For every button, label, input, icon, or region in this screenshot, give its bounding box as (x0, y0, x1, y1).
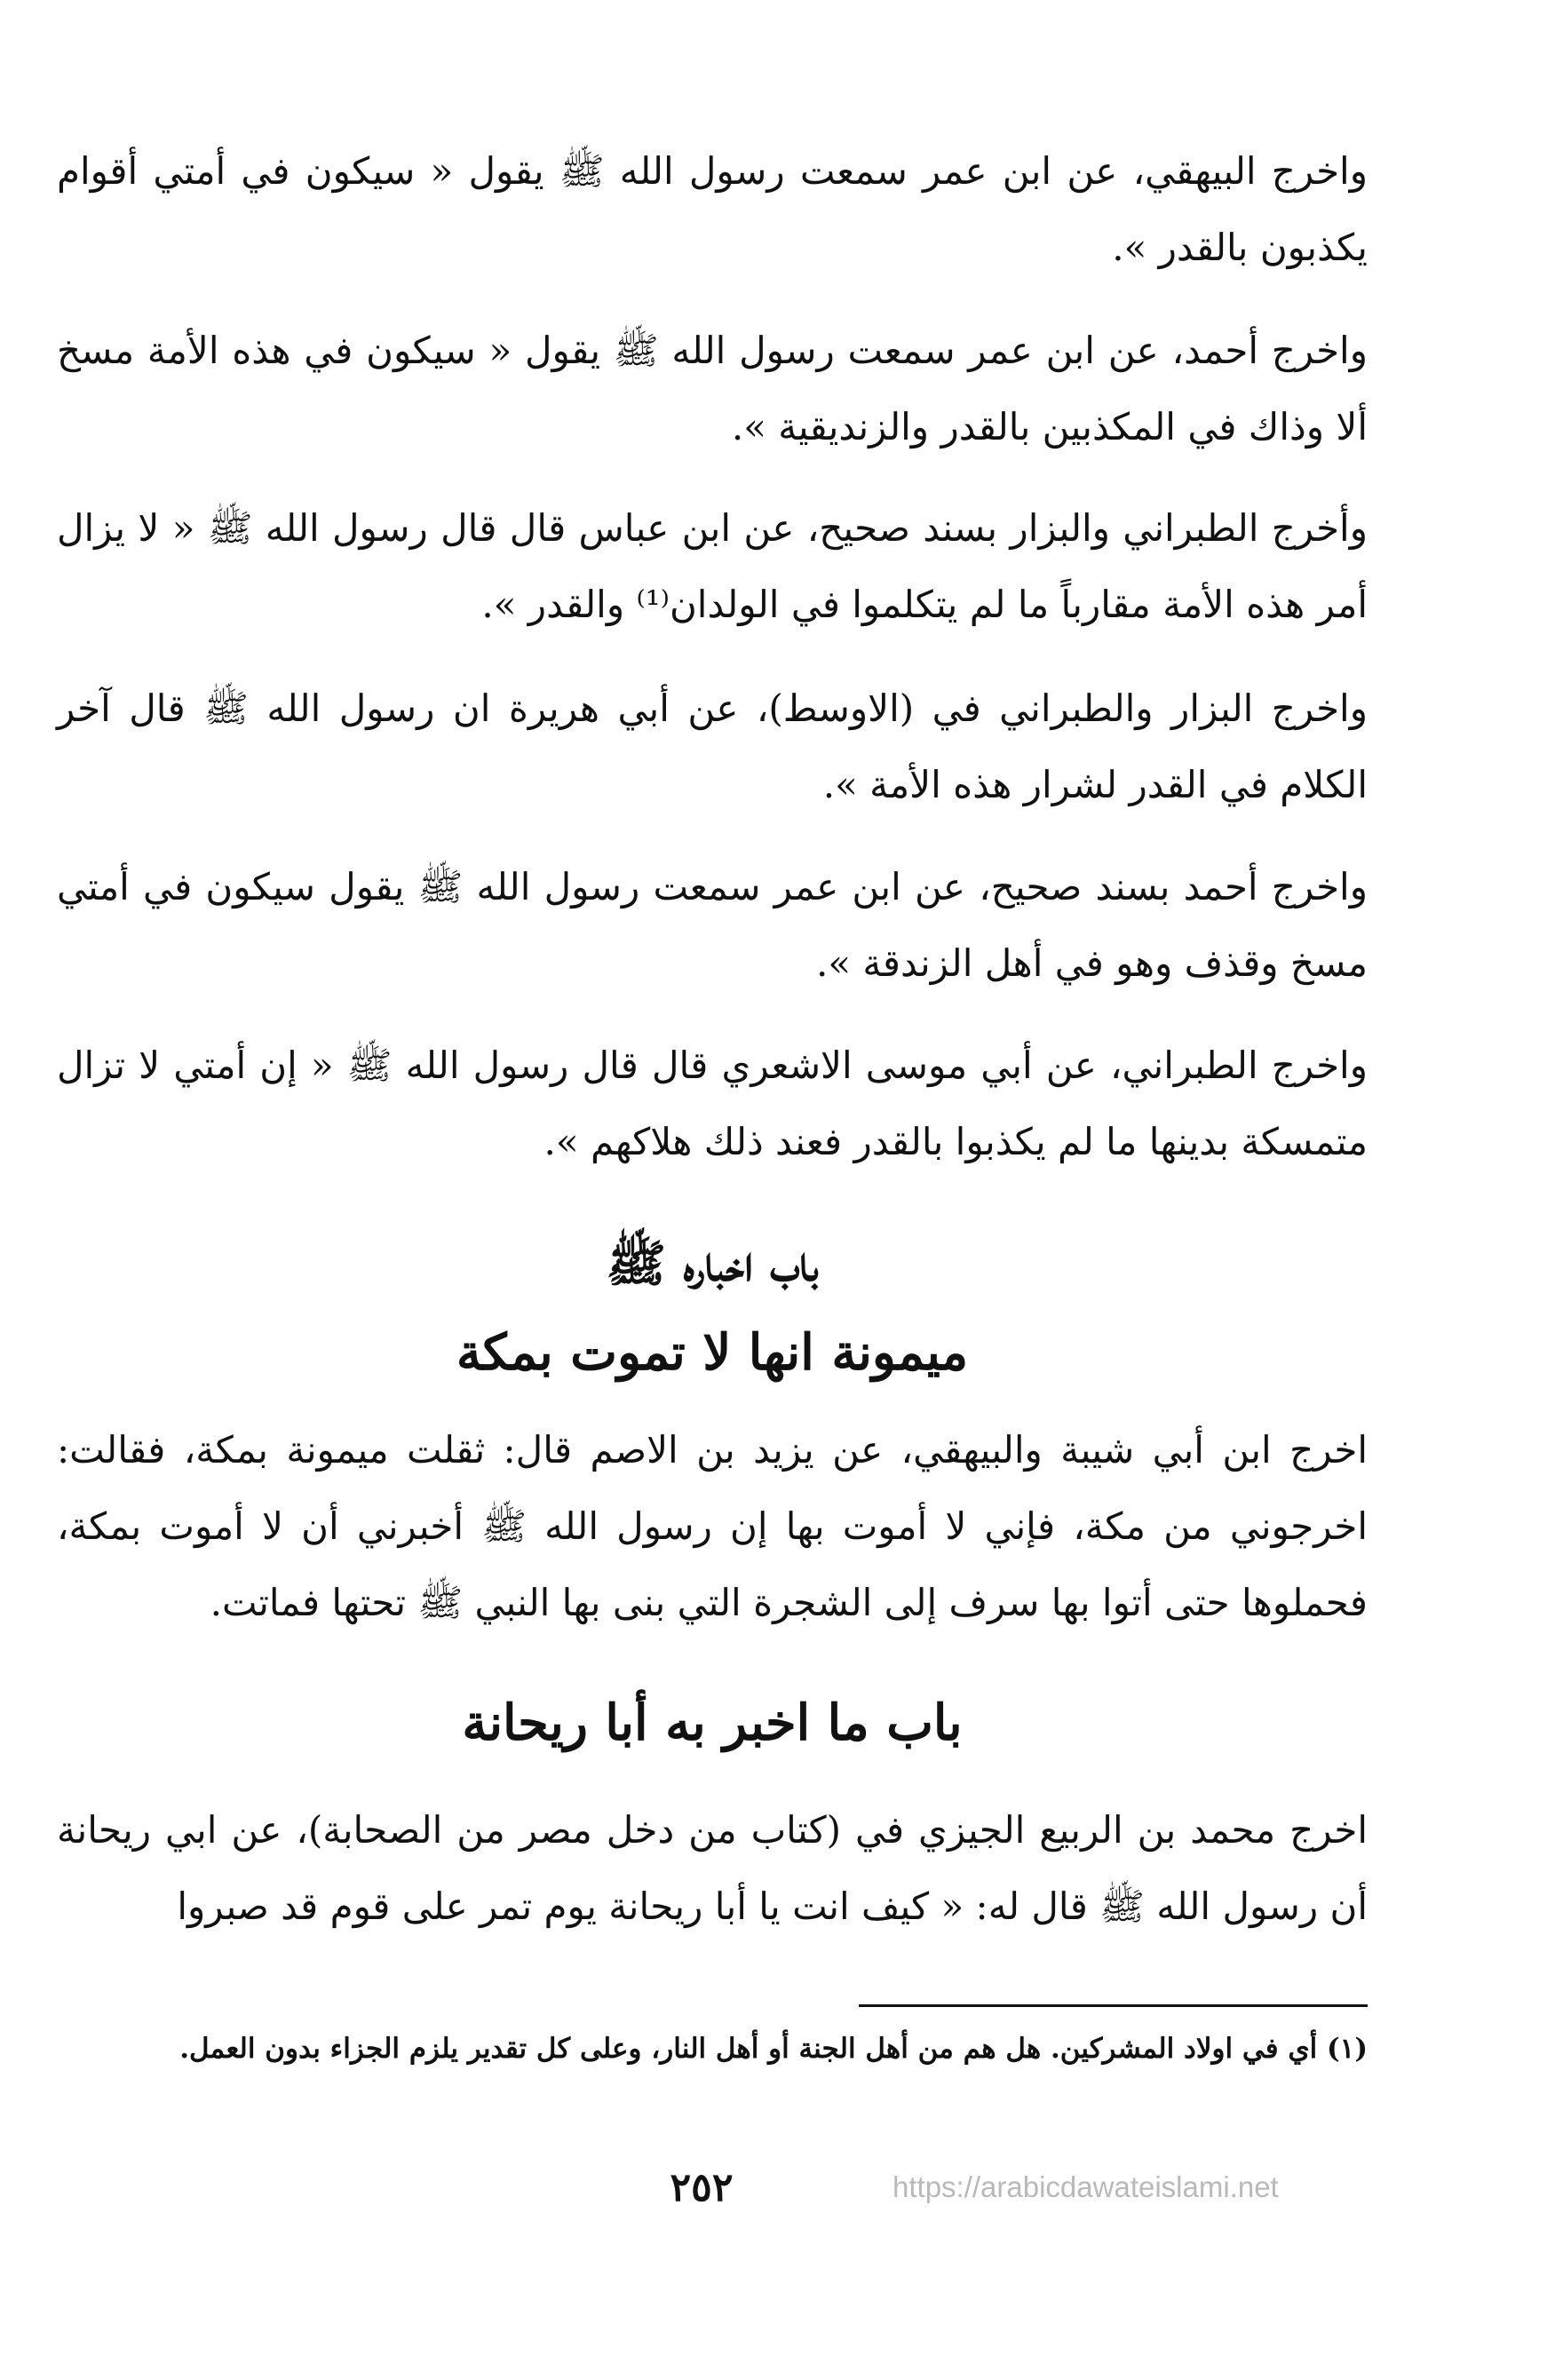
paragraph-1: واخرج البيهقي، عن ابن عمر سمعت رسول الله ﷺ يقول « سيكون في أمتي أقوام يكذبون بالقدر ». (57, 149, 1368, 269)
paragraph-3: وأخرج الطبراني والبزار بسند صحيح، عن ابن عباس قال قال رسول الله ﷺ « لا يزال أمر هذه الأمة مقارباً ما لم يتكلموا في الولدان⁽¹⁾ والقدر ». (57, 506, 1368, 626)
section-1-paragraph: اخرج ابن أبي شيبة والبيهقي، عن يزيد بن الاصم قال: ثقلت ميمونة بمكة، فقالت: اخرجوني من مكة، فإني لا أموت بها إن رسول الله ﷺ أخبرني أن لا أموت بمكة، فحملوها حتى أتوا بها سرف إلى الشجرة التي بنى بها النبي ﷺ تحتها فماتت. (57, 1428, 1368, 1624)
section-1-heading-line-1: باب اخباره ﷺ (606, 1234, 819, 1293)
section-2-heading: باب ما اخبر به أبا ريحانة (462, 1694, 963, 1752)
section-2-paragraph: اخرج محمد بن الربيع الجيزي في (كتاب من دخل مصر من الصحابة)، عن ابي ريحانة أن رسول الله ﷺ قال له: « كيف انت يا أبا ريحانة يوم تمر على قوم قد صبروا (57, 1808, 1368, 1928)
footnote-divider (859, 2004, 1368, 2007)
paragraph-6: واخرج الطبراني، عن أبي موسى الاشعري قال قال رسول الله ﷺ « إن أمتي لا تزال متمسكة بدينها ما لم يكذبوا بالقدر فعند ذلك هلاكهم ». (57, 1043, 1368, 1163)
paragraph-5: واخرج أحمد بسند صحيح، عن ابن عمر سمعت رسول الله ﷺ يقول سيكون في أمتي مسخ وقذف وهو في أهل الزندقة ». (57, 865, 1368, 985)
footnote: (١) أي في اولاد المشركين. هل هم من أهل الجنة أو أهل النار، وعلى كل تقدير يلزم الجزاء بدون العمل. (179, 2033, 1368, 2065)
paragraph-2: واخرج أحمد، عن ابن عمر سمعت رسول الله ﷺ يقول « سيكون في هذه الأمة مسخ ألا وذاك في المكذبين بالقدر والزنديقية ». (57, 329, 1368, 448)
watermark-url: https://arabicdawateislami.net (892, 2170, 1279, 2203)
paragraph-4: واخرج البزار والطبراني في (الاوسط)، عن أبي هريرة ان رسول الله ﷺ قال آخر الكلام في القدر لشرار هذه الأمة ». (57, 686, 1368, 806)
page-number: ٢٥٢ (670, 2165, 734, 2210)
section-1-heading-line-2: ميمونة انها لا تموت بمكة (456, 1323, 969, 1382)
